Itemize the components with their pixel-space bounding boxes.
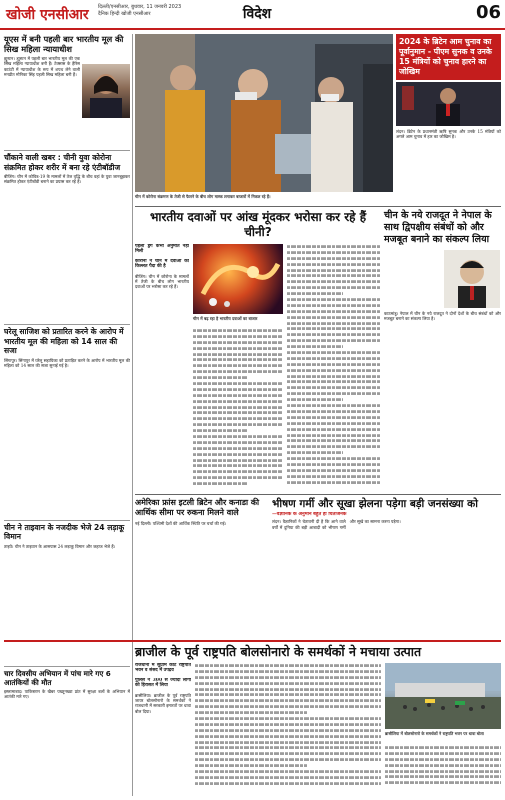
text-line	[195, 711, 307, 714]
text-line	[287, 369, 381, 372]
story-subhead: —वैज्ञानिक के अनुमान बहुत ही चिंताजनक	[272, 512, 347, 517]
text-line	[193, 388, 283, 391]
story-lead: लंदन। वैज्ञानिकों ने चेतावनी दी है कि आने वाले वर्षों में दुनिया की बड़ी आबादी को भीषण गर्मी और सूखे का सामना करना पड़ेगा।	[272, 519, 401, 530]
red-divider	[4, 640, 501, 642]
sunak-photo	[396, 82, 501, 126]
story-lead: ब्रासीलिया। ब्राजील के पूर्व राष्ट्रपति जायर बोलसोनारो के समर्थकों ने राजधानी में सरकारी इमारतों पर धावा बोल दिया।	[135, 692, 191, 714]
text-line	[287, 363, 381, 366]
text-line	[287, 281, 381, 284]
story-lead: इस्लामाबाद। पाकिस्तान के खैबर पख्तूनख्वा प्रांत में सुरक्षा बलों के अभियान में आतंकी मारे गए।	[4, 688, 130, 699]
text-line	[193, 465, 283, 468]
judge-portrait	[82, 64, 130, 118]
story-headline: चौंकाने वाली खबर : चीनी युवा कोरोना संक्रमित होकर शरीर में बना रहे एंटीबॉडीज	[4, 153, 121, 172]
text-line	[193, 329, 283, 332]
story-lead: बीजिंग। चीन में कोविड-19 के मामलों में तेज वृद्धि के बीच वहां के युवा जानबूझकर संक्रमित होकर एंटीबॉडी बनाने का प्रयास कर रहे हैं।	[4, 174, 130, 185]
text-line	[193, 394, 283, 397]
text-line	[195, 776, 381, 779]
heat-drought-story	[272, 498, 501, 630]
text-line	[195, 753, 381, 756]
text-line	[193, 441, 283, 444]
text-line	[195, 747, 381, 750]
text-line	[287, 328, 381, 331]
text-line	[287, 404, 381, 407]
story-lead: नई दिल्ली। पश्चिमी देशों की आर्थिक स्थिति पर चर्चा की गई।	[135, 521, 227, 526]
text-line	[287, 298, 381, 301]
text-line	[287, 251, 381, 254]
text-line	[287, 457, 381, 460]
text-line	[193, 370, 283, 373]
text-line	[385, 746, 501, 749]
text-line	[193, 471, 283, 474]
text-line	[287, 463, 381, 466]
masthead	[0, 0, 505, 30]
text-line	[287, 334, 381, 337]
side-point: पहली ड्रग कभी अनुमति नहीं मिली	[135, 244, 189, 255]
text-line	[195, 782, 381, 785]
side-point: पुलिस ने 300 से ज्यादा लोगों को हिरासत में लिया	[135, 677, 191, 689]
text-line	[287, 469, 381, 472]
main-news-photo	[135, 34, 393, 192]
story-headline: चीन के नये राजदूत ने नेपाल के साथ द्विपक्षीय संबंधों को और मजबूत बनाने का संकल्प लिया	[384, 210, 492, 245]
ambassador-photo	[444, 250, 500, 308]
article-text	[287, 244, 381, 492]
text-line	[193, 406, 283, 409]
text-line	[287, 481, 381, 484]
text-line	[287, 257, 381, 260]
text-line	[193, 347, 283, 350]
western-economy-story	[135, 498, 269, 630]
text-line	[385, 782, 501, 785]
text-line	[195, 764, 307, 767]
text-line	[287, 269, 381, 272]
divider	[4, 666, 130, 667]
story-lead: सिंगापुर। सिंगापुर में घरेलू सहायिका को प्रताड़ित करने के आरोप में भारतीय मूल की महिला को 14 साल की सजा सुनाई गई है।	[4, 357, 130, 368]
text-line	[287, 316, 381, 319]
text-line	[195, 729, 381, 732]
story-headline: भारतीय दवाओं पर आंख मूंदकर भरोसा कर रहे हैं चीनी?	[149, 210, 367, 239]
text-line	[193, 335, 283, 338]
text-line	[385, 764, 501, 767]
text-line	[287, 434, 381, 437]
text-line	[195, 676, 381, 679]
text-line	[287, 275, 381, 278]
text-line	[287, 398, 343, 401]
text-line	[193, 382, 283, 385]
text-line	[195, 682, 381, 685]
photo-caption: चीन में बढ़ रहा है भारतीय दवाओं का बाजार	[193, 316, 258, 321]
text-line	[287, 263, 381, 266]
newspaper-brand: खोजी एनसीआर	[6, 7, 89, 23]
text-line	[287, 392, 381, 395]
text-line	[193, 400, 283, 403]
edition-line: दैनिक हिन्दी खोजी एनसीआर	[98, 11, 151, 17]
text-line	[287, 428, 381, 431]
text-line	[195, 717, 381, 720]
story-headline: अमेरिका फ्रांस इटली ब्रिटेन और कनाडा की आर्थिक सीमा पर रुकना मिलने वाले	[135, 498, 260, 517]
text-line	[287, 304, 381, 307]
text-line	[193, 482, 247, 485]
nepal-story	[384, 210, 501, 492]
text-line	[193, 429, 247, 432]
story-lead: बीजिंग। चीन में कोरोना के मामलों में तेजी के बीच लोग भारतीय दवाओं पर भरोसा कर रहे हैं।	[135, 273, 189, 290]
side-point: राजधानी में सुप्रीम कोर्ट राष्ट्रपति भवन व संसद में उपद्रव	[135, 663, 191, 674]
text-line	[287, 351, 381, 354]
article-text	[385, 745, 501, 791]
side-points	[135, 244, 189, 492]
text-line	[193, 359, 283, 362]
text-line	[287, 381, 381, 384]
text-line	[193, 376, 247, 379]
section-title: विदेश	[242, 6, 272, 22]
text-line	[193, 435, 283, 438]
text-line	[385, 770, 501, 773]
text-line	[287, 322, 381, 325]
india-medicine-story	[135, 210, 381, 492]
side-point: कोरोना ने चीन में दवाओं की किल्लत पैदा की है	[135, 258, 189, 270]
story-headline: ब्राजील के पूर्व राष्ट्रपति बोलसोनारो के समर्थकों ने मचाया उत्पात	[135, 644, 422, 659]
text-line	[193, 353, 283, 356]
text-line	[287, 245, 381, 248]
text-line	[287, 445, 381, 448]
text-line	[193, 341, 283, 344]
text-line	[195, 735, 381, 738]
text-line	[385, 752, 501, 755]
text-line	[195, 688, 381, 691]
text-line	[193, 418, 283, 421]
text-line	[287, 286, 381, 289]
left-column	[4, 34, 130, 796]
story-lead: ह्यूस्टन। ह्यूस्टन में पहली बार भारतीय मूल की एक सिख महिला न्यायाधीश बनी हैं। टेक्सास के हैरिस काउंटी में न्यायाधीश के रूप में शपथ लेने वाली मनप्रीत मोनिका सिंह पहली सिख महिला बनी हैं।	[4, 56, 80, 78]
text-line	[385, 758, 501, 761]
text-line	[193, 447, 283, 450]
divider	[4, 520, 130, 521]
text-line	[193, 365, 283, 368]
page-number: 06	[461, 2, 501, 26]
text-line	[195, 694, 381, 697]
text-line	[195, 705, 381, 708]
text-line	[287, 387, 381, 390]
text-line	[287, 416, 381, 419]
story-headline: चीन ने ताइवान के नजदीक भेजे 24 लड़ाकू विमान	[4, 522, 125, 541]
date-line: दिल्ली/एनसीआर, बुधवार, 11 जनवरी 2023	[98, 4, 182, 10]
section-divider	[135, 494, 501, 495]
text-line	[287, 451, 343, 454]
side-points	[135, 663, 191, 791]
text-line	[193, 453, 283, 456]
story-headline: भीषण गर्मी और सूखा झेलना पड़ेगा बड़ी जनसंख्या को	[272, 498, 478, 510]
text-line	[385, 776, 501, 779]
text-line	[195, 741, 381, 744]
story-lead: लंदन। ब्रिटेन के प्रधानमंत्री ऋषि सुनक और उनके 15 मंत्रियों को अगले आम चुनाव में हार का जोखिम है।	[396, 129, 501, 140]
text-line	[193, 459, 283, 462]
text-line	[287, 357, 381, 360]
text-line	[193, 412, 283, 415]
dragon-medicine-image	[193, 244, 283, 314]
story-headline: 2024 के ब्रिटेन आम चुनाव का पूर्वानुमान - पीएम सुनक व उनके 15 मंत्रियों को चुनाव हारने का जोखिम	[396, 34, 501, 80]
story-lead: काठमांडू। नेपाल में चीन के नये राजदूत ने दोनों देशों के बीच संबंधों को और मजबूत बनाने का संकल्प लिया है।	[384, 311, 501, 322]
text-line	[195, 758, 381, 761]
story-headline: चार दिवसीय अभियान में पांच मारे गए 6 आतंकियों की मौत	[4, 668, 111, 687]
text-line	[195, 700, 381, 703]
story-headline: घरेलू साजिश को प्रतारित करने के आरोप में भारतीय मूल की महिला को 14 साल की सजा	[4, 327, 124, 355]
text-line	[195, 770, 381, 773]
text-line	[287, 310, 381, 313]
masthead-date	[98, 4, 208, 18]
text-line	[287, 339, 381, 342]
text-line	[195, 670, 381, 673]
text-line	[287, 375, 381, 378]
text-line	[193, 476, 283, 479]
text-line	[287, 475, 381, 478]
article-text	[193, 328, 283, 492]
section-divider	[135, 206, 501, 207]
text-line	[287, 440, 381, 443]
story-headline: यूएस में बनी पहली बार भारतीय मूल की सिख महिला न्यायाधीश	[4, 34, 124, 54]
article-text	[195, 663, 381, 791]
text-line	[287, 292, 343, 295]
text-line	[195, 723, 381, 726]
text-line	[287, 345, 343, 348]
uk-election-box	[396, 34, 501, 210]
text-line	[287, 410, 381, 413]
text-line	[193, 423, 283, 426]
divider	[4, 324, 130, 325]
divider	[4, 150, 130, 151]
brazil-story	[135, 644, 501, 796]
text-line	[287, 422, 381, 425]
photo-caption: ब्रासीलिया में बोलसोनारो के समर्थकों ने राष्ट्रपति भवन पर धावा बोला	[385, 731, 484, 736]
story-lead: ताइपे। चीन ने ताइवान के आसपास 24 लड़ाकू विमान और जहाज भेजे हैं।	[4, 543, 116, 549]
photo-caption: चीन में कोरोना संक्रमण के तेजी से फैलने के बीच लोग मास्क लगाकर बाजारों में निकल रहे हैं।	[135, 194, 271, 199]
text-line	[195, 664, 381, 667]
column-divider	[132, 34, 133, 796]
brazil-riot-photo	[385, 663, 501, 729]
